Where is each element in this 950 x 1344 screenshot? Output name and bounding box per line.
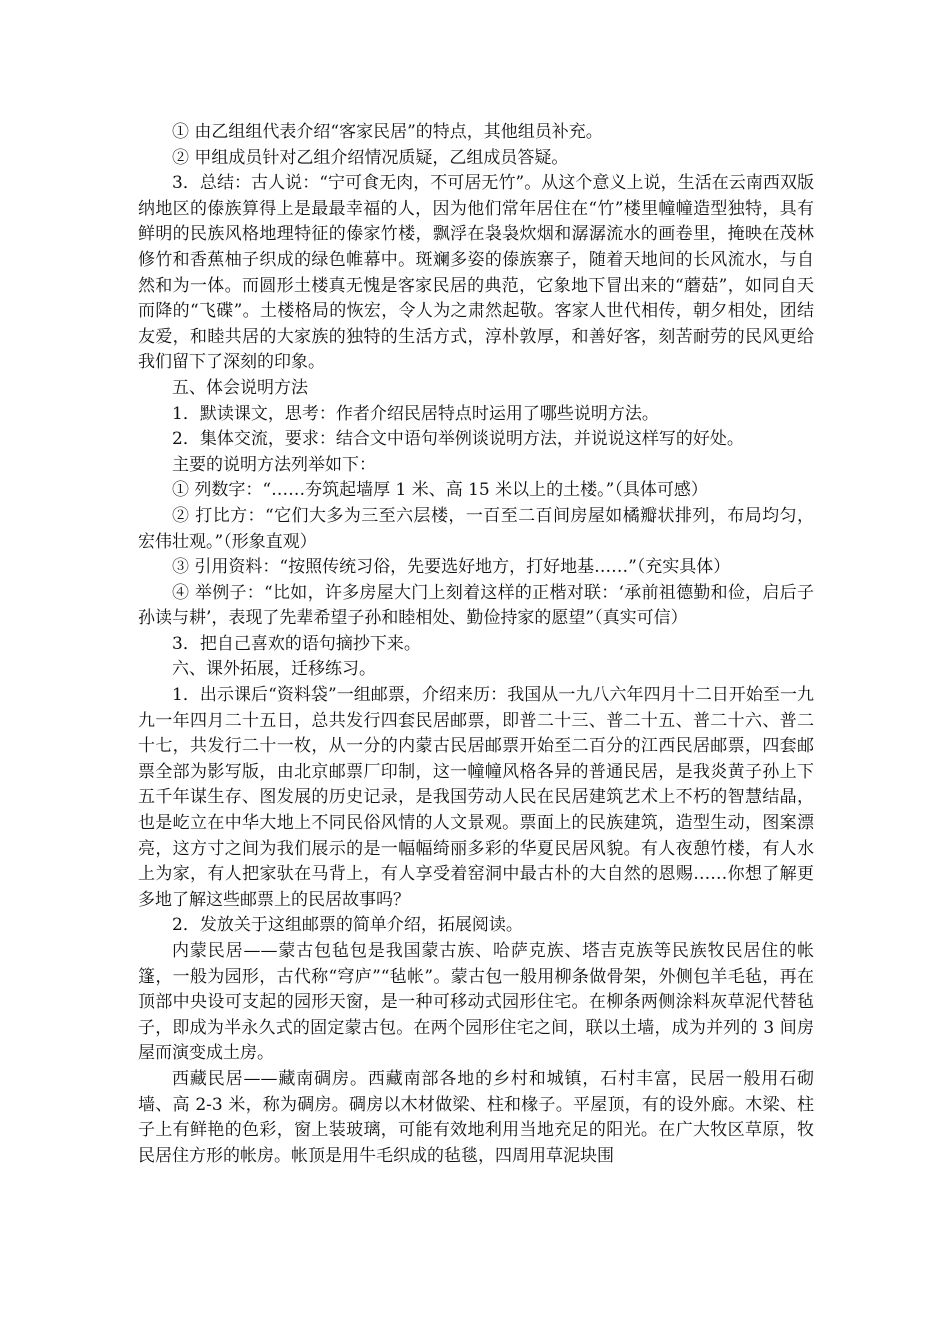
paragraph: 2．集体交流，要求：结合文中语句举例谈说明方法，并说说这样写的好处。 [172,429,744,450]
section-heading: 六、课外拓展，迁移练习。 [172,659,376,680]
list-item: ③ 引用资料：“按照传统习俗，先要选好地方，打好地基……”（充实具体） [172,557,731,578]
document-page [138,120,814,1169]
list-item: ② 打比方：“它们大多为三至六层楼，一百至二百间房屋如橘瓣状排列，布局均匀，宏伟壮观。”（形象直观） [138,505,814,552]
paragraph: 1．出示课后“资料袋”一组邮票，介绍来历：我国从一九八六年四月十二日开始至一九九一年四月二十五日，总共发行四套民居邮票，即普二十三、普二十五、普二十六、普二十七，共发行二十一枚，从一分的内蒙古民居邮票开始至二百分的江西民居邮票，四套邮票全部为影写版，由北京邮票厂印制，这一幢幢风格各异的普通民居，是我炎黄子孙上下五千年谋生存、图发展的历史记录，是我国劳动人民在民居建筑艺术上不朽的智慧结晶，也是屹立在中华大地上不同民俗风情的人文景观。票面上的民族建筑，造型生动，图案漂亮，这方寸之间为我们展示的是一幅幅绮丽多彩的华夏民居风貌。有人夜憩竹楼，有人水上为家，有人把家驮在马背上，有人享受着窑洞中最古朴的大自然的恩赐……你想了解更多地了解这些邮票上的民居故事吗？ [138,685,814,910]
paragraph: 2．发放关于这组邮票的简单介绍，拓展阅读。 [172,915,523,936]
paragraph: 3．把自己喜欢的语句摘抄下来。 [172,633,421,654]
paragraph: 3．总结：古人说：“宁可食无肉，不可居无竹”。从这个意义上说，生活在云南西双版纳地区的傣族算得上是最最幸福的人，因为他们常年居住在“竹”楼里幢幢造型独特，具有鲜明的民族风格地理特征的傣家竹楼，飘浮在袅袅炊烟和潺潺流水的画卷里，掩映在茂林修竹和香蕉柚子织成的绿色帷幕中。斑斓多姿的傣族寨子，随着天地间的长风流水，与自然和为一体。而圆形土楼真无愧是客家民居的典范，它象地下冒出来的“蘑菇”，如同自天而降的“飞碟”。土楼格局的恢宏，令人为之肃然起敬。客家人世代相传，朝夕相处，团结友爱，和睦共居的大家族的独特的生活方式，淳朴敦厚，和善好客，刻苦耐劳的民风更给我们留下了深刻的印象。 [138,173,814,373]
section-heading: 五、体会说明方法 [172,377,308,398]
list-item: ④ 举例子：“比如，许多房屋大门上刻着这样的正楷对联：‘承前祖德勤和俭，启后子孙读与耕’，表现了先辈希望子孙和睦相处、勤俭持家的愿望”（真实可信） [138,582,814,629]
paragraph: ② 甲组成员针对乙组介绍情况质疑，乙组成员答疑。 [172,147,569,168]
paragraph: 内蒙民居——蒙古包毡包是我国蒙古族、哈萨克族、塔吉克族等民族牧民居住的帐篷，一般为园形，古代称“穹庐”“毡帐”。蒙古包一般用柳条做骨架，外侧包羊毛毡，再在顶部中央设可支起的园形天窗，是一种可移动式园形住宅。在柳条两侧涂料灰草泥代替毡子，即成为半永久式的固定蒙古包。在两个园形住宅之间，联以土墙，成为并列的 3 间房屋而演变成土房。 [138,941,814,1064]
paragraph: 主要的说明方法列举如下： [172,454,376,475]
paragraph: 1．默读课文，思考：作者介绍民居特点时运用了哪些说明方法。 [172,403,659,424]
list-item: ① 列数字：“……夯筑起墙厚 1 米、高 15 米以上的土楼。”（具体可感） [172,480,708,501]
paragraph: ① 由乙组组代表介绍“客家民居”的特点，其他组员补充。 [172,122,603,142]
paragraph: 西藏民居——藏南碉房。西藏南部各地的乡村和城镇，石村丰富，民居一般用石砌墙、高 2-3 米，称为碉房。碉房以木材做梁、柱和椽子。平屋顶，有的设外廊。木梁、柱子上有鲜艳的色彩，窗上装玻璃，可能有效地利用当地充足的阳光。在广大牧区草原，牧民居住方形的帐房。帐顶是用牛毛织成的毡毯，四周用草泥块围 [138,1068,814,1166]
